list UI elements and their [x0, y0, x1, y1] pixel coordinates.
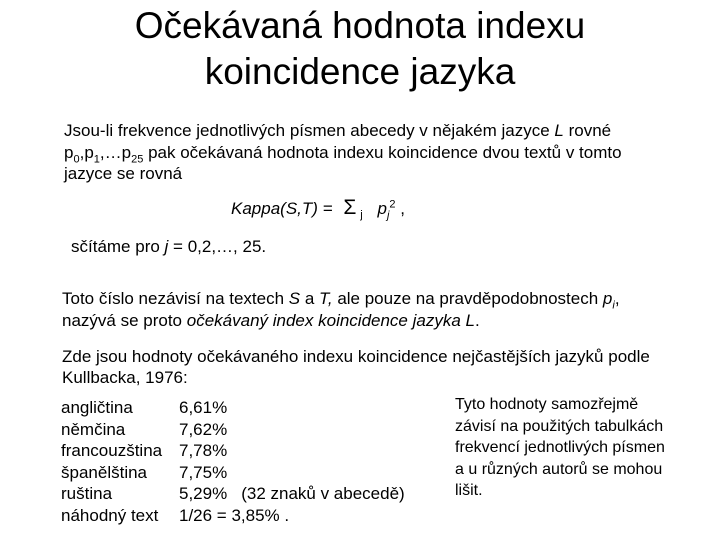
para3-line-1: Zde jsou hodnoty očekávaného indexu koincidence nejčastějších jazyků podle — [62, 347, 650, 366]
list-item: španělština — [61, 462, 148, 482]
sum-range: sčítáme pro j = 0,2,…, 25. — [71, 237, 267, 256]
formula-lhs: Kappa(S,T) = — [231, 199, 333, 218]
page-title-line-1: Očekávaná hodnota indexu — [134, 5, 586, 46]
list-item-value: 7,75% — [179, 462, 228, 482]
para2-line-2: nazývá se proto očekávaný index koincidence jazyka L. — [62, 311, 480, 330]
list-item-value: 7,62% — [179, 419, 228, 439]
list-item: němčina — [61, 419, 126, 439]
page-title-line-2: koincidence jazyka — [204, 51, 516, 92]
para2-line-1: Toto číslo nezávisí na textech S a T, ale pouze na pravděpodobnostech $p_i$, — [62, 289, 620, 312]
intro-line-3: jazyce se rovná — [64, 164, 183, 183]
list-item-value: 6,61% — [179, 398, 228, 417]
side-note: Tyto hodnoty samozřejmě závisí na použitých tabulkách frekvencí jednotlivých písmen a u různých autorů se mohou lišit. — [455, 396, 665, 499]
list-item-value: 7,78% — [179, 441, 228, 460]
intro-line-2: $p_0,p_1,\dots p_{25}$ pak očekávaná hodnota indexu koincidence dvou textů v tomto — [64, 143, 622, 166]
list-item-value: 1/26 = 3,85% . — [179, 505, 290, 525]
kappa-formula: Kappa(S,T) = Σ $_j$ $p_j^2$ , — [231, 196, 405, 222]
list-item: angličtina — [61, 398, 133, 417]
list-item-value: 5,29% (32 znaků v abecedě) — [179, 484, 405, 503]
language-values — [179, 397, 405, 526]
alphabet-note: (32 znaků v abecedě) — [241, 484, 405, 503]
language-names — [61, 397, 162, 526]
sigma-symbol: Σ — [343, 196, 357, 219]
list-item: náhodný text — [61, 505, 159, 525]
para3-line-2: Kullbacka, 1976: — [62, 368, 188, 387]
list-item: francouzština — [61, 441, 163, 460]
list-item: ruština — [61, 484, 113, 503]
intro-line-1: Jsou-li frekvence jednotlivých písmen abecedy v nějakém jazyce L rovné — [64, 121, 612, 140]
